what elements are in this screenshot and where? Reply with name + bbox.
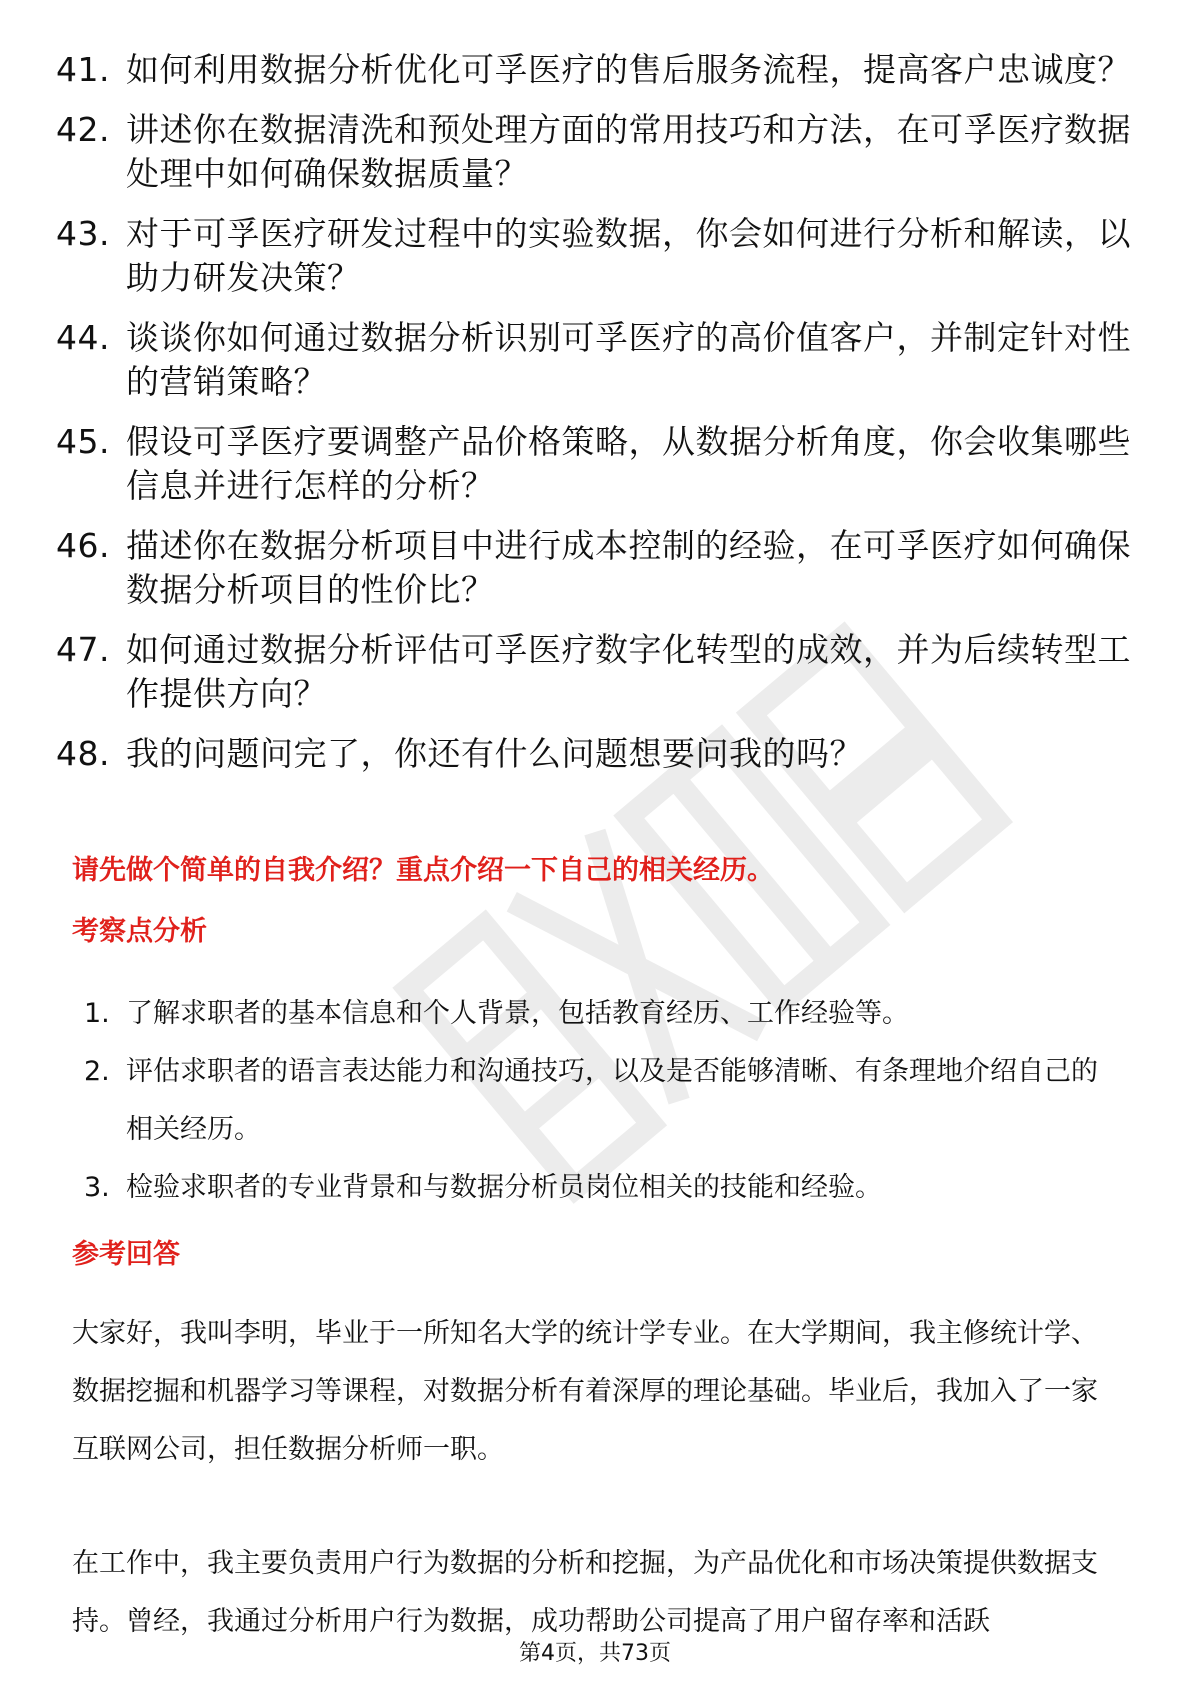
question-text: 对于可孚医疗研发过程中的实验数据，你会如何进行分析和解读，以助力研发决策？ [126, 214, 1131, 297]
point-number: 1. [84, 998, 110, 1029]
analysis-point [84, 1043, 1124, 1159]
analysis-heading: 考察点分析 [72, 916, 207, 947]
point-text: 了解求职者的基本信息和个人背景，包括教育经历、工作经验等。 [126, 998, 909, 1029]
question-item [56, 212, 1136, 300]
question-number: 46. [56, 526, 110, 565]
point-text: 评估求职者的语言表达能力和沟通技巧，以及是否能够清晰、有条理地介绍自己的相关经历。 [126, 1056, 1098, 1145]
question-item [56, 732, 1136, 776]
question-item [56, 524, 1136, 612]
question-number: 48. [56, 734, 110, 773]
question-text: 我的问题问完了，你还有什么问题想要问我的吗？ [126, 734, 863, 773]
question-number: 44. [56, 318, 110, 357]
answer-paragraph: 在工作中，我主要负责用户行为数据的分析和挖掘，为产品优化和市场决策提供数据支持。曾经，我通过分析用户行为数据，成功帮助公司提高了用户留存率和活跃 [72, 1548, 1098, 1637]
point-number: 3. [84, 1172, 110, 1203]
answer-heading: 参考回答 [72, 1239, 180, 1270]
question-number: 45. [56, 422, 110, 461]
question-item [56, 316, 1136, 404]
analysis-point [84, 1159, 1124, 1217]
answer-paragraph: 大家好，我叫李明，毕业于一所知名大学的统计学专业。在大学期间，我主修统计学、数据挖掘和机器学习等课程，对数据分析有着深厚的理论基础。毕业后，我加入了一家互联网公司，担任数据分析师一职。 [72, 1318, 1098, 1465]
question-item [56, 420, 1136, 508]
question-text: 描述你在数据分析项目中进行成本控制的经验，在可孚医疗如何确保数据分析项目的性价比？ [126, 526, 1131, 609]
analysis-point [84, 985, 1124, 1043]
question-number: 43. [56, 214, 110, 253]
question-number: 41. [56, 50, 110, 89]
question-text: 假设可孚医疗要调整产品价格策略，从数据分析角度，你会收集哪些信息并进行怎样的分析？ [126, 422, 1131, 505]
question-list [56, 48, 1136, 792]
point-number: 2. [84, 1056, 110, 1087]
question-number: 42. [56, 110, 110, 149]
question-text: 如何通过数据分析评估可孚医疗数字化转型的成效，并为后续转型工作提供方向？ [126, 630, 1131, 713]
question-text: 讲述你在数据清洗和预处理方面的常用技巧和方法，在可孚医疗数据处理中如何确保数据质量？ [126, 110, 1131, 193]
main-question-heading: 请先做个简单的自我介绍？重点介绍一下自己的相关经历。 [72, 855, 774, 886]
question-text: 谈谈你如何通过数据分析识别可孚医疗的高价值客户，并制定针对性的营销策略？ [126, 318, 1131, 401]
point-text: 检验求职者的专业背景和与数据分析员岗位相关的技能和经验。 [126, 1172, 882, 1203]
question-item [56, 108, 1136, 196]
question-text: 如何利用数据分析优化可孚医疗的售后服务流程，提高客户忠诚度？ [126, 50, 1131, 89]
question-item [56, 48, 1136, 92]
question-number: 47. [56, 630, 110, 669]
page-footer: 第4页，共73页 [519, 1641, 671, 1666]
question-item [56, 628, 1136, 716]
analysis-point-list [84, 985, 1124, 1217]
